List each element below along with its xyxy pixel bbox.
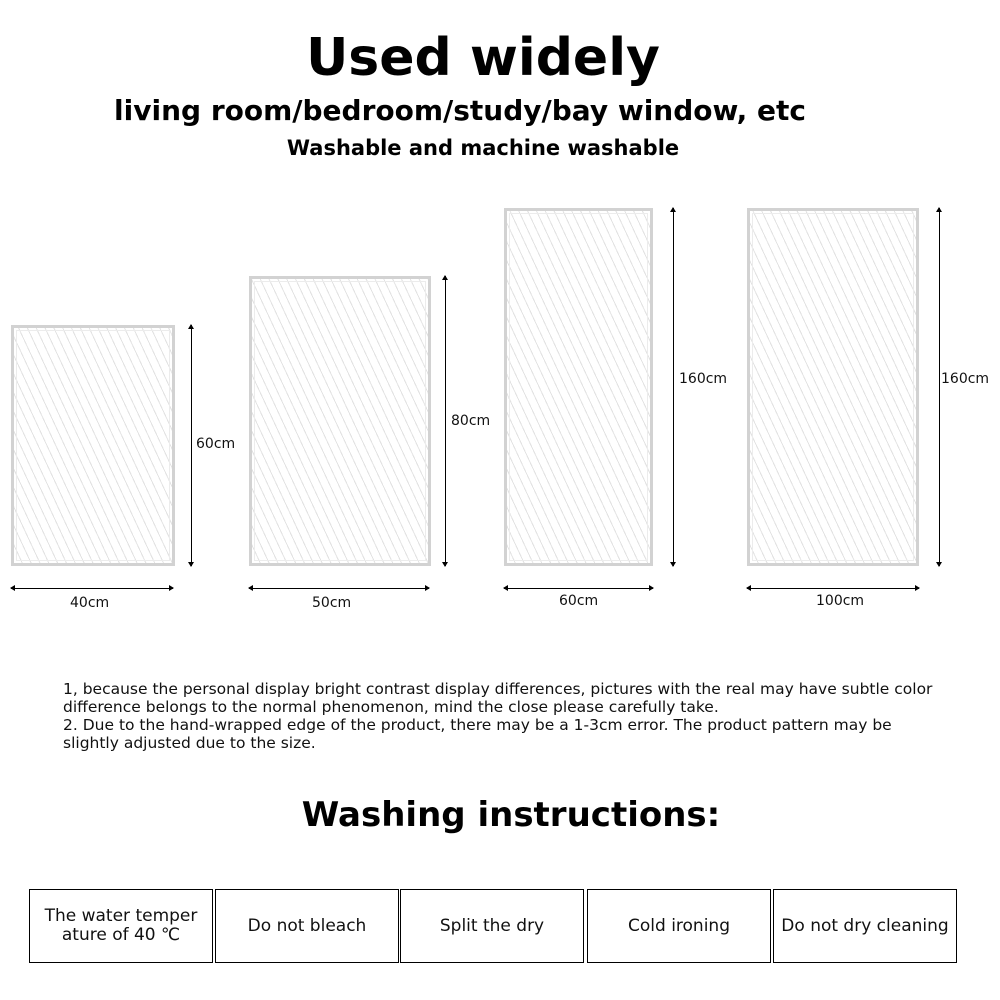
rug-illustration-40x60 bbox=[11, 325, 175, 566]
note-size-error: 2. Due to the hand-wrapped edge of the product, there may be a 1-3cm error. The product pattern may be slightly adjusted due to the size. bbox=[63, 716, 892, 752]
width-dimension-arrow bbox=[249, 588, 429, 589]
washing-instructions-title: Washing instructions: bbox=[301, 795, 721, 835]
usage-rooms-subtitle: living room/bedroom/study/bay window, etc bbox=[114, 94, 806, 127]
height-label: 160cm bbox=[941, 371, 990, 387]
product-notes bbox=[63, 680, 943, 752]
height-label: 60cm bbox=[196, 436, 236, 452]
wash-instruction-split-dry: Split the dry bbox=[400, 889, 584, 963]
width-dimension-arrow bbox=[11, 588, 173, 589]
page-title: Used widely bbox=[306, 28, 660, 88]
note-color-difference: 1, because the personal display bright contrast display differences, pictures with the real may have subtle color difference belongs to the normal phenomenon, mind the close please carefully take. bbox=[63, 680, 933, 716]
width-dimension-arrow bbox=[504, 588, 653, 589]
height-label: 80cm bbox=[451, 413, 491, 429]
height-dimension-arrow bbox=[939, 208, 940, 566]
rug-illustration-100x160 bbox=[747, 208, 919, 566]
rug-illustration-50x80 bbox=[249, 276, 431, 566]
width-label: 50cm bbox=[312, 595, 352, 611]
washable-tagline: Washable and machine washable bbox=[286, 136, 680, 160]
width-label: 40cm bbox=[70, 595, 110, 611]
height-dimension-arrow bbox=[673, 208, 674, 566]
wash-instruction-water-temperature: The water temper ature of 40 ℃ bbox=[29, 889, 213, 963]
wash-instruction-no-dry-cleaning: Do not dry cleaning bbox=[773, 889, 957, 963]
width-dimension-arrow bbox=[747, 588, 919, 589]
height-dimension-arrow bbox=[191, 325, 192, 566]
width-label: 60cm bbox=[559, 593, 599, 609]
rug-illustration-60x160 bbox=[504, 208, 653, 566]
height-dimension-arrow bbox=[445, 276, 446, 566]
height-label: 160cm bbox=[679, 371, 728, 387]
wash-instruction-cold-ironing: Cold ironing bbox=[587, 889, 771, 963]
wash-instruction-no-bleach: Do not bleach bbox=[215, 889, 399, 963]
width-label: 100cm bbox=[816, 593, 865, 609]
